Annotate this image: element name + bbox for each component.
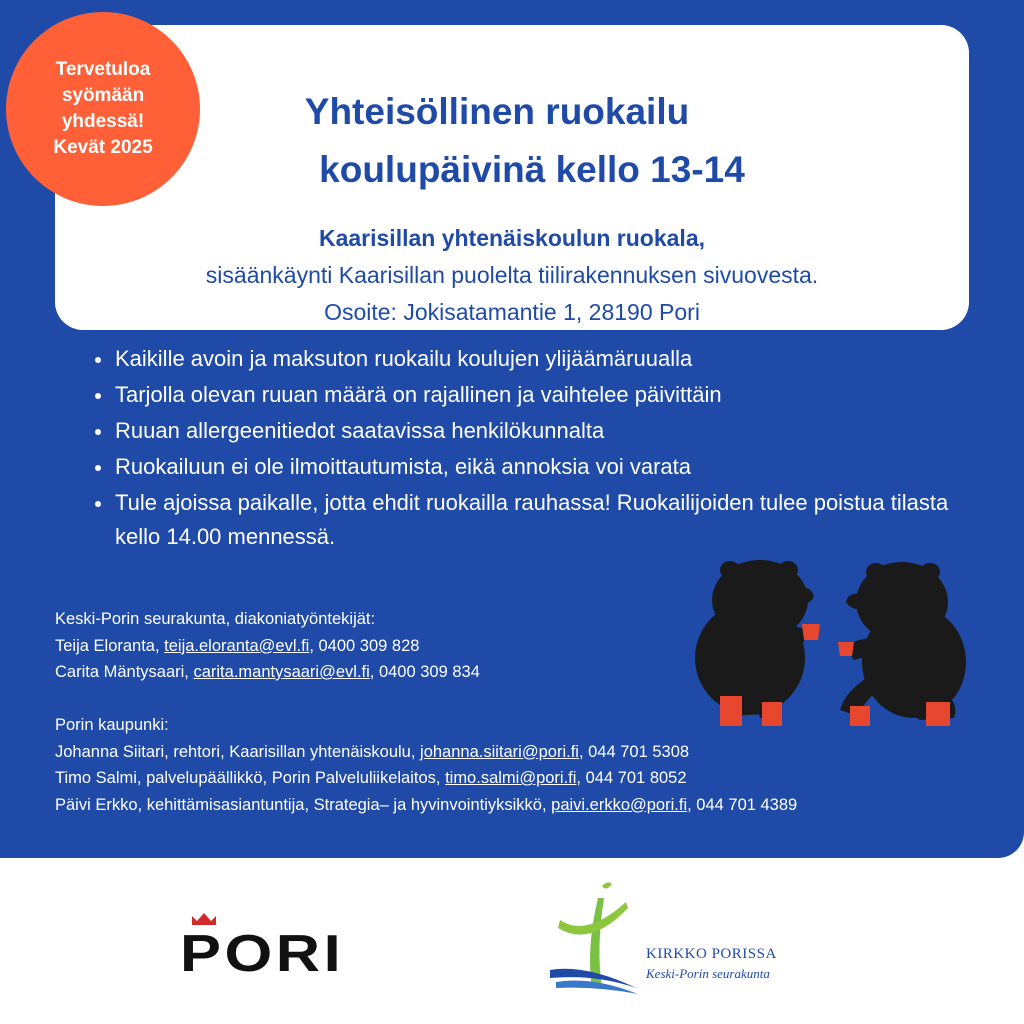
email-link[interactable]: teija.eloranta@evl.fi xyxy=(164,636,310,655)
bears-illustration xyxy=(690,558,970,730)
contact-row xyxy=(55,765,995,792)
contact-row xyxy=(55,739,995,766)
contact-name: Carita Mäntysaari, xyxy=(55,663,194,681)
welcome-badge xyxy=(6,12,200,206)
kirkko-name: KIRKKO PORISSA xyxy=(646,946,777,962)
contact-phone: , 044 701 4389 xyxy=(687,795,798,814)
bullet-item: Ruokailuun ei ole ilmoittautumista, eikä annoksia voi varata xyxy=(95,450,975,484)
contact-phone: , 0400 309 834 xyxy=(369,663,480,681)
contact-phone: , 044 701 8052 xyxy=(576,769,687,787)
parish-heading: Keski-Porin seurakunta, diakoniatyöntekijät: xyxy=(55,610,376,628)
location-info xyxy=(55,220,969,331)
city-heading: Porin kaupunki: xyxy=(55,716,169,734)
kirkko-cross-icon xyxy=(546,878,646,998)
contact-name: Johanna Siitari, rehtori, Kaarisillan yhtenäiskoulu, xyxy=(55,742,421,761)
bullet-item: Tarjolla olevan ruuan määrä on rajallinen ja vaihtelee päivittäin xyxy=(95,378,975,412)
email-link[interactable]: paivi.erkko@pori.fi xyxy=(551,795,688,814)
badge-line: Kevät 2025 xyxy=(53,137,153,158)
badge-line: yhdessä! xyxy=(61,111,145,132)
bullet-item: Tule ajoissa paikalle, jotta ehdit ruokailla rauhassa! Ruokailijoiden tulee poistua tilasta kello 14.00 mennessä. xyxy=(95,486,975,554)
info-bullet-list xyxy=(95,342,975,556)
pori-logo xyxy=(180,924,388,984)
bullet-item: Kaikille avoin ja maksuton ruokailu koulujen ylijäämäruualla xyxy=(95,342,975,376)
kirkko-subtitle: Keski-Porin seurakunta xyxy=(646,966,770,981)
title-line-1: Yhteisöllinen ruokailu xyxy=(304,91,690,132)
entrance-info: sisäänkäynti Kaarisillan puolelta tiilirakennuksen sivuovesta. xyxy=(205,262,819,288)
venue-name: Kaarisillan yhtenäiskoulun ruokala, xyxy=(318,225,705,251)
badge-line: Tervetuloa xyxy=(55,59,151,80)
pori-wordmark: PORI xyxy=(180,925,345,983)
email-link[interactable]: carita.mantysaari@evl.fi xyxy=(193,663,370,681)
email-link[interactable]: timo.salmi@pori.fi xyxy=(445,769,577,787)
contact-name: Timo Salmi, palvelupäällikkö, Porin Palveluliikelaitos, xyxy=(55,769,446,787)
bullet-item: Ruuan allergeenitiedot saatavissa henkilökunnalta xyxy=(95,414,975,448)
address: Osoite: Jokisatamantie 1, 28190 Pori xyxy=(324,299,700,325)
contact-name: Teija Eloranta, xyxy=(55,636,165,655)
contact-phone: , 0400 309 828 xyxy=(309,636,420,655)
contact-phone: , 044 701 5308 xyxy=(578,742,690,761)
title-line-2: koulupäivinä kello 13-14 xyxy=(319,149,745,190)
contact-row xyxy=(55,792,995,819)
badge-line: syömään xyxy=(61,85,145,106)
contact-name: Päivi Erkko, kehittämisasiantuntija, Strategia– ja hyvinvointiyksikkö, xyxy=(55,795,552,814)
email-link[interactable]: johanna.siitari@pori.fi xyxy=(420,742,579,761)
kirkko-porissa-logo xyxy=(546,878,826,998)
pori-crown-icon xyxy=(190,912,218,926)
